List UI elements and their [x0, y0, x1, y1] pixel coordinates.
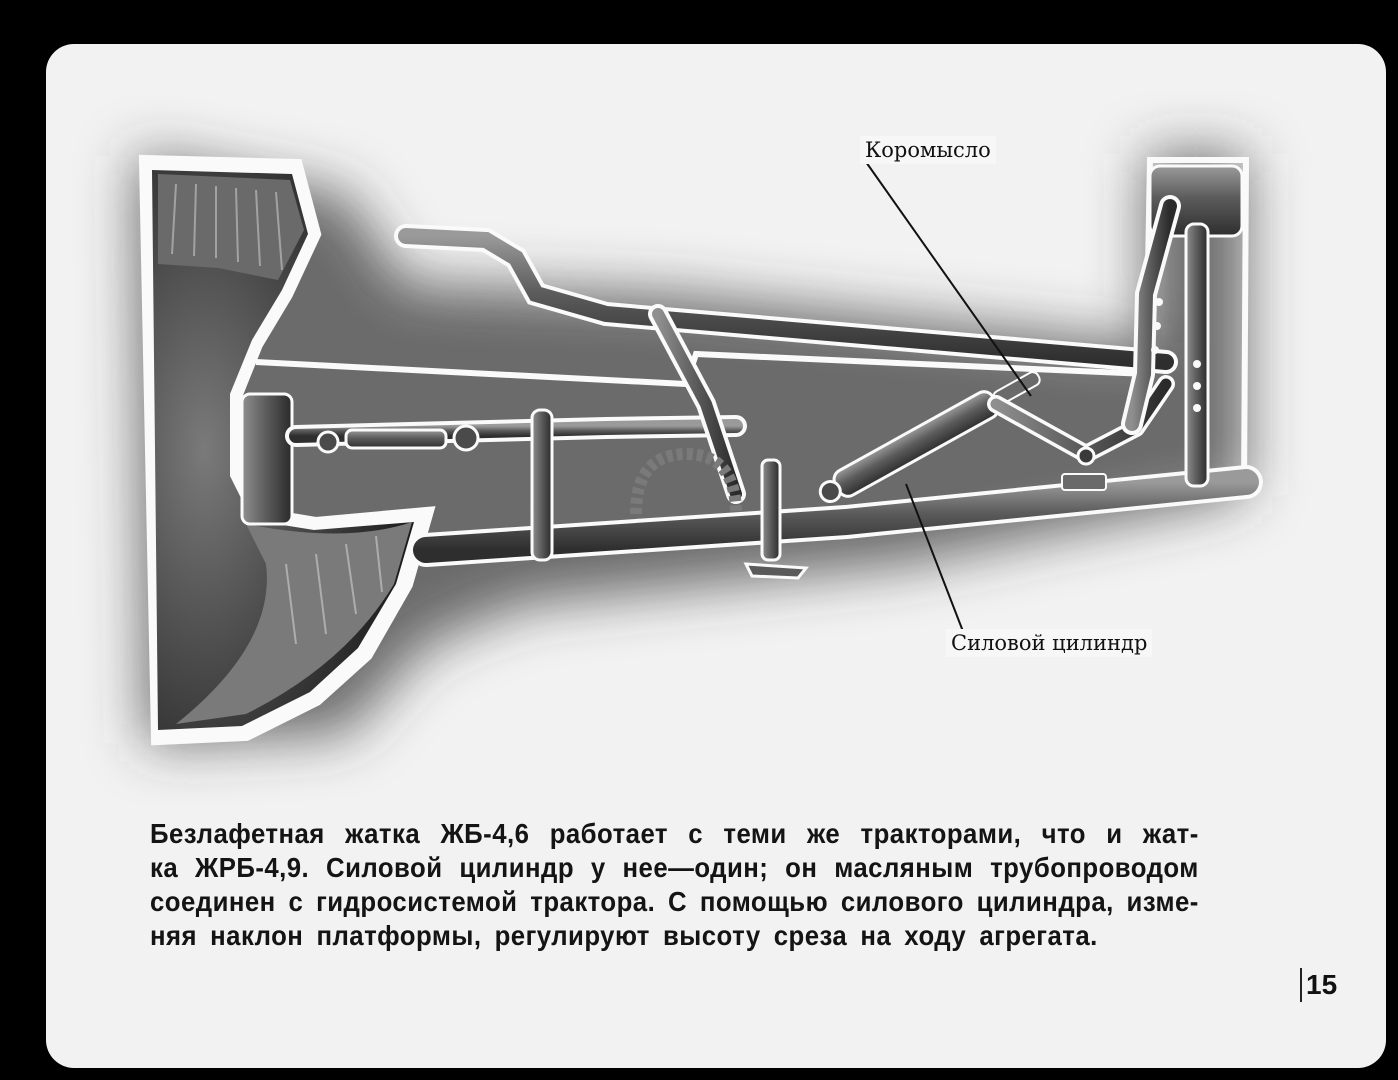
rocker-arm-label: Коромысло	[860, 136, 996, 164]
vertical-clamp	[532, 410, 552, 560]
caption-line: соединен с гидросистемой трактора. С помощью силового цилиндра, изме-	[150, 886, 1199, 917]
slide	[46, 44, 1386, 1068]
caption-line: няя наклон платформы, регулируют высоту среза на ходу агрегата.	[150, 920, 1098, 951]
caption-line: Безлафетная жатка ЖБ-4,6 работает с теми же тракторами, что и жат-	[150, 818, 1199, 849]
hub-block	[242, 394, 292, 524]
caption-text	[150, 817, 1199, 953]
caption-line: ка ЖРБ-4,9. Силовой цилиндр у нее—один; он масляным трубопроводом	[150, 852, 1199, 883]
power-cylinder-label: Силовой цилиндр	[946, 629, 1152, 657]
page-number: 15	[1300, 968, 1337, 1002]
